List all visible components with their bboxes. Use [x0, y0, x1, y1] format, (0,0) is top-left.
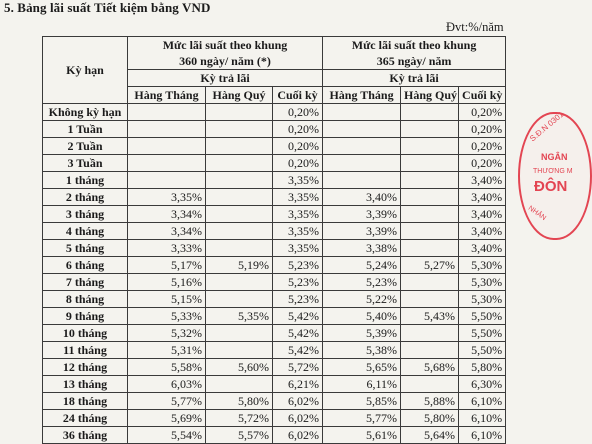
- rate-cell: 5,22%: [323, 291, 401, 308]
- term-cell: 7 tháng: [43, 274, 128, 291]
- rate-cell: 3,33%: [128, 240, 206, 257]
- rate-cell: 5,65%: [323, 359, 401, 376]
- rate-cell: [206, 240, 273, 257]
- table-row: [43, 189, 506, 206]
- rate-cell: 5,50%: [459, 325, 506, 342]
- rate-cell: 5,24%: [323, 257, 401, 274]
- table-row: [43, 223, 506, 240]
- rate-cell: 5,23%: [323, 274, 401, 291]
- rate-cell: [401, 155, 459, 172]
- rate-cell: 5,77%: [128, 393, 206, 410]
- table-row: [43, 240, 506, 257]
- table-row: [43, 138, 506, 155]
- term-cell: 18 tháng: [43, 393, 128, 410]
- table-row: [43, 121, 506, 138]
- rate-cell: 3,39%: [323, 223, 401, 240]
- col-header: Hàng Quý: [401, 87, 459, 104]
- term-cell: 4 tháng: [43, 223, 128, 240]
- rate-cell: [206, 274, 273, 291]
- rate-cell: [401, 172, 459, 189]
- term-cell: 9 tháng: [43, 308, 128, 325]
- rate-cell: 5,64%: [401, 427, 459, 444]
- rate-cell: [401, 240, 459, 257]
- stamp-text: ĐÔN: [534, 178, 568, 195]
- section-heading: 5. Bảng lãi suất Tiết kiệm bằng VND: [4, 0, 211, 15]
- table-row: [43, 104, 506, 121]
- rate-cell: 6,02%: [273, 410, 323, 427]
- rate-cell: [323, 104, 401, 121]
- rate-cell: 0,20%: [459, 155, 506, 172]
- col-header: Cuối kỳ: [459, 87, 506, 104]
- rate-cell: [401, 291, 459, 308]
- rate-cell: [206, 172, 273, 189]
- rate-cell: 5,33%: [128, 308, 206, 325]
- term-cell: 10 tháng: [43, 325, 128, 342]
- rate-cell: 5,27%: [401, 257, 459, 274]
- rate-cell: 0,20%: [273, 121, 323, 138]
- col-header: Hàng Tháng: [323, 87, 401, 104]
- term-cell: 1 tháng: [43, 172, 128, 189]
- rate-cell: 6,30%: [459, 376, 506, 393]
- rate-cell: 5,42%: [273, 342, 323, 359]
- rate-cell: [401, 342, 459, 359]
- rate-cell: 3,34%: [128, 206, 206, 223]
- rate-cell: 5,80%: [459, 359, 506, 376]
- table-row: [43, 410, 506, 427]
- rate-cell: 3,35%: [273, 240, 323, 257]
- term-cell: 3 Tuần: [43, 155, 128, 172]
- term-cell: 1 Tuần: [43, 121, 128, 138]
- rate-cell: 5,80%: [401, 410, 459, 427]
- term-cell: 36 tháng: [43, 427, 128, 444]
- rate-cell: [323, 121, 401, 138]
- rate-cell: 3,39%: [323, 206, 401, 223]
- rate-cell: [401, 104, 459, 121]
- rate-cell: 6,10%: [459, 393, 506, 410]
- rate-cell: [206, 189, 273, 206]
- term-cell: 12 tháng: [43, 359, 128, 376]
- rate-cell: 3,35%: [273, 189, 323, 206]
- rate-cell: 5,80%: [206, 393, 273, 410]
- table-row: [43, 325, 506, 342]
- table-row: [43, 155, 506, 172]
- rate-cell: 5,58%: [128, 359, 206, 376]
- rate-cell: 5,19%: [206, 257, 273, 274]
- rate-cell: [401, 206, 459, 223]
- rate-cell: 6,11%: [323, 376, 401, 393]
- table-row: [43, 376, 506, 393]
- rate-cell: [206, 121, 273, 138]
- rate-cell: 3,40%: [459, 172, 506, 189]
- group-header-365: [323, 37, 506, 70]
- rate-cell: 5,42%: [273, 308, 323, 325]
- col-header: Hàng Quý: [206, 87, 273, 104]
- rate-cell: 0,20%: [459, 104, 506, 121]
- rate-cell: 3,40%: [459, 206, 506, 223]
- rate-cell: [323, 138, 401, 155]
- rate-cell: 6,02%: [273, 393, 323, 410]
- rate-cell: [401, 189, 459, 206]
- rate-cell: [128, 104, 206, 121]
- rate-cell: 5,16%: [128, 274, 206, 291]
- rate-cell: [206, 342, 273, 359]
- term-cell: 24 tháng: [43, 410, 128, 427]
- rate-cell: 5,40%: [323, 308, 401, 325]
- rate-cell: 5,68%: [401, 359, 459, 376]
- rate-cell: 5,50%: [459, 342, 506, 359]
- rate-cell: [401, 121, 459, 138]
- stamp-text: NGÂN: [541, 152, 568, 162]
- rate-cell: 5,72%: [206, 410, 273, 427]
- rate-cell: 6,03%: [128, 376, 206, 393]
- rate-cell: 5,30%: [459, 257, 506, 274]
- rate-cell: 5,15%: [128, 291, 206, 308]
- rate-cell: [128, 172, 206, 189]
- stamp-text: THƯƠNG M: [533, 168, 573, 175]
- rate-cell: 5,30%: [459, 291, 506, 308]
- rate-cell: [401, 138, 459, 155]
- paid-header-365: Kỳ trả lãi: [323, 70, 506, 87]
- term-cell: 11 tháng: [43, 342, 128, 359]
- group-360-line-2: 360 ngày/ năm (*): [179, 54, 271, 68]
- rate-cell: [401, 376, 459, 393]
- rate-cell: [401, 325, 459, 342]
- rate-cell: 5,60%: [206, 359, 273, 376]
- rate-cell: 3,35%: [273, 223, 323, 240]
- rate-cell: [206, 223, 273, 240]
- rate-cell: 5,72%: [273, 359, 323, 376]
- table-row: [43, 172, 506, 189]
- rate-cell: 3,34%: [128, 223, 206, 240]
- rate-cell: 3,35%: [128, 189, 206, 206]
- rate-cell: [206, 206, 273, 223]
- unit-label: Đvt:%/năm: [446, 20, 504, 34]
- rate-cell: 0,20%: [459, 121, 506, 138]
- rate-cell: 5,57%: [206, 427, 273, 444]
- rate-cell: [401, 223, 459, 240]
- rate-cell: [323, 172, 401, 189]
- term-cell: 3 tháng: [43, 206, 128, 223]
- rate-cell: [206, 155, 273, 172]
- term-cell: 8 tháng: [43, 291, 128, 308]
- term-cell: Không kỳ hạn: [43, 104, 128, 121]
- rate-cell: 5,23%: [273, 274, 323, 291]
- rate-cell: 6,21%: [273, 376, 323, 393]
- rate-cell: 5,35%: [206, 308, 273, 325]
- group-header-360: [128, 37, 323, 70]
- table-row: [43, 427, 506, 444]
- rate-cell: 5,31%: [128, 342, 206, 359]
- rate-cell: [401, 274, 459, 291]
- rate-cell: [206, 291, 273, 308]
- rate-cell: 6,02%: [273, 427, 323, 444]
- col-header: Cuối kỳ: [273, 87, 323, 104]
- rate-cell: 3,40%: [323, 189, 401, 206]
- rate-cell: [128, 155, 206, 172]
- term-cell: 2 Tuần: [43, 138, 128, 155]
- stamp-text: S.Đ.N 0301: [527, 109, 566, 144]
- term-header: Kỳ hạn: [43, 37, 128, 104]
- rate-cell: 5,69%: [128, 410, 206, 427]
- rate-cell: 5,30%: [459, 274, 506, 291]
- rate-cell: [128, 121, 206, 138]
- table-row: [43, 274, 506, 291]
- bank-stamp: [518, 109, 592, 240]
- rate-cell: 5,42%: [273, 325, 323, 342]
- rate-cell: 5,38%: [323, 342, 401, 359]
- rate-cell: 3,35%: [273, 172, 323, 189]
- rate-cell: 5,23%: [273, 291, 323, 308]
- rate-cell: 5,39%: [323, 325, 401, 342]
- rate-cell: [206, 104, 273, 121]
- rate-cell: 3,40%: [459, 240, 506, 257]
- rate-cell: [323, 155, 401, 172]
- rate-cell: 0,20%: [273, 138, 323, 155]
- paid-header-360: Kỳ trả lãi: [128, 70, 323, 87]
- rate-cell: 3,40%: [459, 189, 506, 206]
- rate-cell: 0,20%: [273, 155, 323, 172]
- table-row: [43, 206, 506, 223]
- table-row: [43, 291, 506, 308]
- rate-cell: 5,77%: [323, 410, 401, 427]
- table-row: [43, 308, 506, 325]
- table-row: [43, 342, 506, 359]
- group-360-line-1: Mức lãi suất theo khung: [162, 38, 288, 52]
- rate-cell: [206, 138, 273, 155]
- rate-cell: 5,61%: [323, 427, 401, 444]
- rate-table-body: [43, 104, 506, 444]
- table-row: [43, 393, 506, 410]
- rate-cell: 0,20%: [273, 104, 323, 121]
- rate-cell: 6,10%: [459, 410, 506, 427]
- rate-cell: 6,10%: [459, 427, 506, 444]
- group-365-line-2: 365 ngày/ năm: [376, 54, 452, 68]
- rate-cell: 5,23%: [273, 257, 323, 274]
- interest-rate-table: [42, 36, 506, 444]
- rate-cell: [206, 325, 273, 342]
- rate-cell: 5,50%: [459, 308, 506, 325]
- col-header: Hàng Tháng: [128, 87, 206, 104]
- rate-cell: 3,35%: [273, 206, 323, 223]
- rate-cell: 3,40%: [459, 223, 506, 240]
- rate-cell: 3,38%: [323, 240, 401, 257]
- stamp-text: NHÂN: [526, 204, 548, 223]
- term-cell: 6 tháng: [43, 257, 128, 274]
- rate-cell: 5,88%: [401, 393, 459, 410]
- table-row: [43, 359, 506, 376]
- rate-cell: 5,43%: [401, 308, 459, 325]
- rate-cell: 5,54%: [128, 427, 206, 444]
- term-cell: 5 tháng: [43, 240, 128, 257]
- term-cell: 2 tháng: [43, 189, 128, 206]
- rate-cell: [128, 138, 206, 155]
- rate-cell: 5,32%: [128, 325, 206, 342]
- rate-cell: [206, 376, 273, 393]
- table-row: [43, 257, 506, 274]
- term-cell: 13 tháng: [43, 376, 128, 393]
- group-365-line-1: Mức lãi suất theo khung: [351, 38, 477, 52]
- rate-cell: 5,85%: [323, 393, 401, 410]
- rate-cell: 5,17%: [128, 257, 206, 274]
- rate-cell: 0,20%: [459, 138, 506, 155]
